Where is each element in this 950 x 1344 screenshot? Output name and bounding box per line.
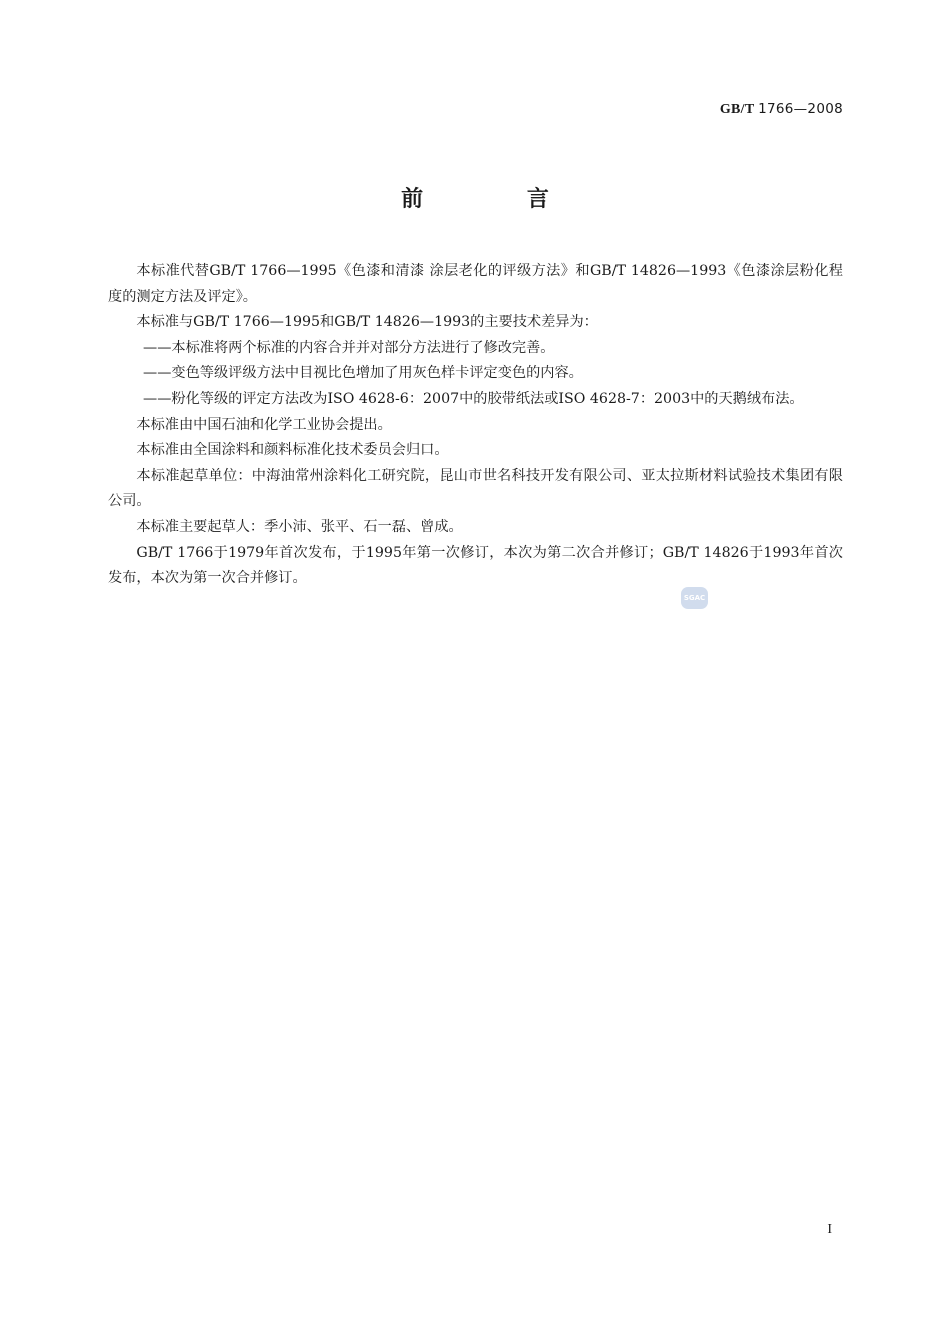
standard-year: 1766—2008 xyxy=(758,101,843,117)
paragraph-supersedes: 本标准代替GB/T 1766—1995《色漆和清漆 涂层老化的评级方法》和GB/T 14826—1993《色漆涂层粉化程度的测定方法及评定》。 xyxy=(108,263,843,305)
paragraph-drafters: 本标准主要起草人：季小沛、张平、石一磊、曾成。 xyxy=(136,518,463,535)
preface-body xyxy=(108,259,843,592)
paragraph-centralized-by: 本标准由全国涂料和颜料标准化技术委员会归口。 xyxy=(136,442,449,459)
difference-item-color-change: ——变色等级评级方法中目视比色增加了用灰色样卡评定变色的内容。 xyxy=(143,365,583,382)
page-number: I xyxy=(827,1222,832,1237)
paragraph-history: GB/T 1766于1979年首次发布，于1995年第一次修订，本次为第二次合并修订；GB/T 14826于1993年首次发布，本次为第一次合并修订。 xyxy=(108,544,843,587)
difference-item-merge: ——本标准将两个标准的内容合并并对部分方法进行了修改完善。 xyxy=(143,339,555,356)
paragraph-differences-intro: 本标准与GB/T 1766—1995和GB/T 14826—1993的主要技术差异为： xyxy=(136,314,598,331)
page-title: 前 言 xyxy=(401,187,597,212)
watermark-logo: SGAC xyxy=(681,587,708,609)
difference-item-chalking: ——粉化等级的评定方法改为ISO 4628-6：2007中的胶带纸法或ISO 4628-7：2003中的天鹅绒布法。 xyxy=(143,390,804,407)
paragraph-proposed-by: 本标准由中国石油和化学工业协会提出。 xyxy=(136,416,392,433)
standard-code: GB/T xyxy=(719,102,755,117)
standard-number xyxy=(720,101,843,118)
paragraph-drafting-units: 本标准起草单位：中海油常州涂料化工研究院，昆山市世名科技开发有限公司、亚太拉斯材料试验技术集团有限公司。 xyxy=(108,467,843,510)
